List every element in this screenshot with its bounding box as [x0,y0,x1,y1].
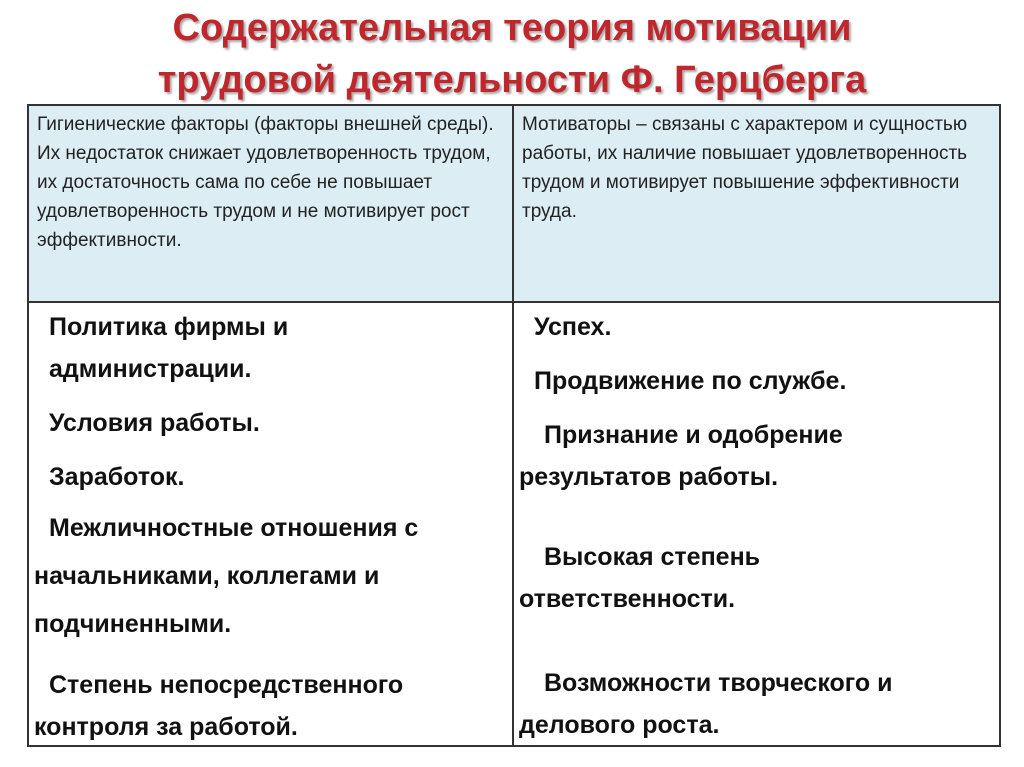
motivator-item-promotion: Продвижение по службе. [534,367,847,395]
hygiene-item-text: Политика фирмы и администрации. [49,313,289,383]
header-divider [27,301,1001,303]
hygiene-factors-header: Гигиенические факторы (факторы внешней среды). Их недостаток снижает удовлетворенность трудом, их достаточность сама по себе не повышает удовлетворенность трудом и не мотивирует рост эффективности. [29,106,512,301]
hygiene-item-salary: Заработок. [49,463,185,491]
hygiene-item-control [34,664,504,748]
hygiene-item-conditions: Условия работы. [49,409,260,437]
motivator-item-responsibility [519,536,989,620]
motivator-item-text: Высокая степень ответственности. [519,543,761,613]
title-line-1: Содержательная теория мотивации [172,7,852,49]
motivator-item-text: Возможности творческого и делового роста. [519,669,893,739]
motivators-header: Мотиваторы – связаны с характером и сущностью работы, их наличие повышает удовлетворенность трудом и мотивирует повышение эффективности труда. [514,106,999,301]
hygiene-item-text: Межличностные отношения с начальниками, коллегами и подчиненными. [34,514,419,638]
motivator-item-growth [519,662,989,746]
hygiene-item-policy [34,306,504,390]
page-title [0,2,1024,106]
hygiene-item-text: Степень непосредственного контроля за работой. [34,671,404,741]
title-line-2: трудовой деятельности Ф. Герцберга [157,59,867,101]
motivator-item-success: Успех. [534,313,612,341]
motivator-item-text: Признание и одобрение результатов работы. [519,421,843,491]
motivator-item-recognition [519,414,989,498]
hygiene-item-relations [34,504,504,648]
